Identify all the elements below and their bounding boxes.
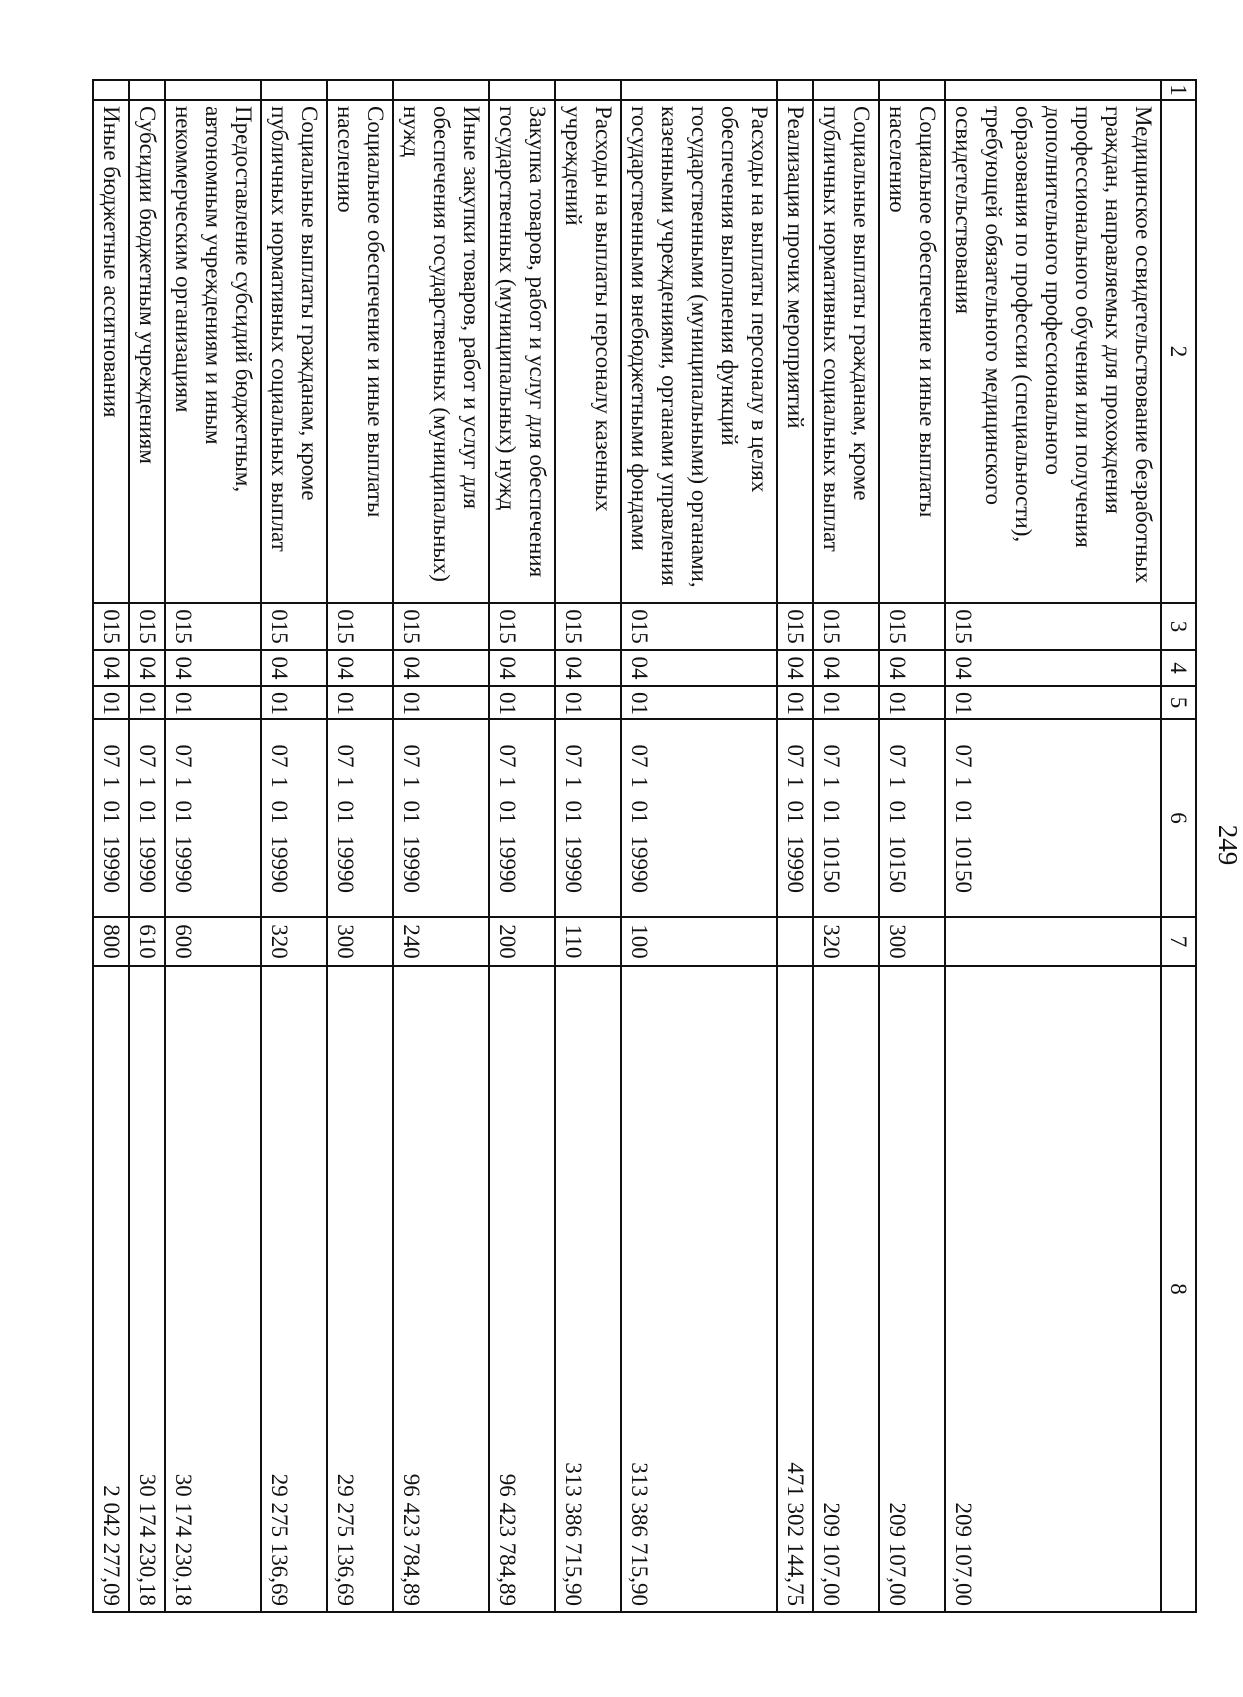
row-number-cell (261, 80, 327, 100)
target-article-cell (621, 719, 777, 917)
description-cell: Социальные выплаты гражданам, кроме публичных нормативных социальных выплат (261, 100, 327, 603)
column-header: 4 (1161, 650, 1196, 686)
target-article-cell (327, 719, 393, 917)
ministry-code-cell: 015 (261, 603, 327, 650)
row-number-cell (879, 80, 945, 100)
ministry-code-cell: 015 (327, 603, 393, 650)
direction-code: 19990 (495, 835, 520, 893)
target-article-cell (165, 719, 261, 917)
ministry-code-cell: 015 (555, 603, 621, 650)
subprogram-code: 1 (99, 776, 124, 788)
ministry-code-cell: 015 (129, 603, 165, 650)
program-code: 07 (951, 744, 976, 768)
subsection-code-cell: 01 (777, 686, 813, 719)
table-row (261, 80, 327, 1612)
subsection-code-cell: 01 (945, 686, 1161, 719)
table-body (93, 80, 1161, 1612)
row-number-cell (621, 80, 777, 100)
description-cell: Субсидии бюджетным учреждениям (129, 100, 165, 603)
direction-code: 19990 (561, 835, 586, 893)
row-number-cell (555, 80, 621, 100)
section-code-cell: 04 (621, 650, 777, 686)
program-code: 07 (885, 744, 910, 768)
ministry-code-cell: 015 (621, 603, 777, 650)
program-code: 07 (783, 744, 808, 768)
row-number-cell (393, 80, 489, 100)
row-number-cell (93, 80, 129, 100)
column-header: 5 (1161, 686, 1196, 719)
program-code: 07 (333, 744, 358, 768)
section-code-cell: 04 (489, 650, 555, 686)
subsection-code-cell: 01 (879, 686, 945, 719)
section-code-cell: 04 (879, 650, 945, 686)
description-cell: Реализация прочих мероприятий (777, 100, 813, 603)
column-header: 2 (1161, 100, 1196, 603)
section-code-cell: 04 (93, 650, 129, 686)
table-row (879, 80, 945, 1612)
table-row (489, 80, 555, 1612)
description-cell: Иные закупки товаров, работ и услуг для обеспечения государственных (муниципальных) нужд (393, 100, 489, 603)
ministry-code-cell: 015 (879, 603, 945, 650)
expense-type-cell: 600 (165, 917, 261, 966)
direction-code: 19990 (135, 835, 160, 893)
amount-cell: 209 107,00 (879, 966, 945, 1612)
program-code: 07 (135, 744, 160, 768)
subsection-code-cell: 01 (489, 686, 555, 719)
target-article-cell (129, 719, 165, 917)
ministry-code-cell: 015 (393, 603, 489, 650)
direction-code: 10150 (951, 835, 976, 893)
subprogram-code: 1 (885, 776, 910, 788)
ministry-code-cell: 015 (945, 603, 1161, 650)
main-event-code: 01 (561, 800, 586, 824)
row-number-cell (165, 80, 261, 100)
main-event-code: 01 (951, 800, 976, 824)
direction-code: 19990 (783, 835, 808, 893)
amount-cell: 2 042 277,09 (93, 966, 129, 1612)
amount-cell: 471 302 144,75 (777, 966, 813, 1612)
target-article-cell (813, 719, 879, 917)
program-code: 07 (399, 744, 424, 768)
direction-code: 19990 (99, 835, 124, 893)
ministry-code-cell: 015 (489, 603, 555, 650)
target-article-cell (261, 719, 327, 917)
main-event-code: 01 (267, 800, 292, 824)
target-article-cell (489, 719, 555, 917)
column-header: 7 (1161, 917, 1196, 966)
expense-type-cell (777, 917, 813, 966)
subprogram-code: 1 (951, 776, 976, 788)
target-article-cell (555, 719, 621, 917)
row-number-cell (327, 80, 393, 100)
section-code-cell: 04 (777, 650, 813, 686)
direction-code: 19990 (399, 835, 424, 893)
subprogram-code: 1 (333, 776, 358, 788)
main-event-code: 01 (99, 800, 124, 824)
section-code-cell: 04 (555, 650, 621, 686)
expense-type-cell: 320 (813, 917, 879, 966)
direction-code: 19990 (627, 835, 652, 893)
subprogram-code: 1 (267, 776, 292, 788)
section-code-cell: 04 (327, 650, 393, 686)
description-cell: Предоставление субсидий бюджетным, автономным учреждениям и иным некоммерческим организациям (165, 100, 261, 603)
main-event-code: 01 (783, 800, 808, 824)
expense-type-cell (945, 917, 1161, 966)
main-event-code: 01 (135, 800, 160, 824)
amount-cell: 209 107,00 (813, 966, 879, 1612)
subprogram-code: 1 (819, 776, 844, 788)
expense-type-cell: 200 (489, 917, 555, 966)
page-number: 249 (1213, 824, 1243, 866)
table-row (555, 80, 621, 1612)
main-event-code: 01 (333, 800, 358, 824)
amount-cell: 96 423 784,89 (489, 966, 555, 1612)
table-row (165, 80, 261, 1612)
section-code-cell: 04 (393, 650, 489, 686)
table-row (945, 80, 1161, 1612)
table-row (777, 80, 813, 1612)
subprogram-code: 1 (627, 776, 652, 788)
expense-type-cell: 610 (129, 917, 165, 966)
table-row (813, 80, 879, 1612)
column-header: 6 (1161, 719, 1196, 917)
table-row (393, 80, 489, 1612)
ministry-code-cell: 015 (813, 603, 879, 650)
column-header: 3 (1161, 603, 1196, 650)
column-header: 1 (1161, 80, 1196, 100)
section-code-cell: 04 (813, 650, 879, 686)
amount-cell: 29 275 136,69 (261, 966, 327, 1612)
subprogram-code: 1 (783, 776, 808, 788)
subsection-code-cell: 01 (555, 686, 621, 719)
expense-type-cell: 300 (879, 917, 945, 966)
expense-type-cell: 800 (93, 917, 129, 966)
program-code: 07 (495, 744, 520, 768)
subsection-code-cell: 01 (393, 686, 489, 719)
direction-code: 10150 (819, 835, 844, 893)
expense-type-cell: 240 (393, 917, 489, 966)
budget-table (92, 79, 1197, 1613)
program-code: 07 (99, 744, 124, 768)
direction-code: 19990 (171, 835, 196, 893)
subsection-code-cell: 01 (261, 686, 327, 719)
header-row (1161, 80, 1196, 1612)
main-event-code: 01 (495, 800, 520, 824)
section-code-cell: 04 (165, 650, 261, 686)
description-cell: Иные бюджетные ассигнования (93, 100, 129, 603)
subprogram-code: 1 (171, 776, 196, 788)
table-row (327, 80, 393, 1612)
target-article-cell (945, 719, 1161, 917)
row-number-cell (813, 80, 879, 100)
target-article-cell (393, 719, 489, 917)
rotated-page (99, 79, 1243, 1611)
program-code: 07 (819, 744, 844, 768)
expense-type-cell: 100 (621, 917, 777, 966)
program-code: 07 (561, 744, 586, 768)
expense-type-cell: 320 (261, 917, 327, 966)
target-article-cell (777, 719, 813, 917)
program-code: 07 (627, 744, 652, 768)
row-number-cell (777, 80, 813, 100)
main-event-code: 01 (627, 800, 652, 824)
subprogram-code: 1 (135, 776, 160, 788)
description-cell: Расходы на выплаты персоналу казенных учреждений (555, 100, 621, 603)
amount-cell: 96 423 784,89 (393, 966, 489, 1612)
main-event-code: 01 (399, 800, 424, 824)
direction-code: 19990 (333, 835, 358, 893)
description-cell: Закупка товаров, работ и услуг для обеспечения государственных (муниципальных) нужд (489, 100, 555, 603)
program-code: 07 (171, 744, 196, 768)
description-cell: Социальное обеспечение и иные выплаты населению (327, 100, 393, 603)
amount-cell: 29 275 136,69 (327, 966, 393, 1612)
amount-cell: 209 107,00 (945, 966, 1161, 1612)
direction-code: 19990 (267, 835, 292, 893)
direction-code: 10150 (885, 835, 910, 893)
subprogram-code: 1 (561, 776, 586, 788)
subsection-code-cell: 01 (165, 686, 261, 719)
ministry-code-cell: 015 (93, 603, 129, 650)
amount-cell: 30 174 230,18 (129, 966, 165, 1612)
row-number-cell (129, 80, 165, 100)
target-article-cell (93, 719, 129, 917)
ministry-code-cell: 015 (777, 603, 813, 650)
subsection-code-cell: 01 (93, 686, 129, 719)
section-code-cell: 04 (945, 650, 1161, 686)
description-cell: Медицинское освидетельствование безработных граждан, направляемых для прохождения профессионального обучения или получения дополнительного профессионального образования по профессии (специальности), требующей обязательного медицинского освидетельствования (945, 100, 1161, 603)
program-code: 07 (267, 744, 292, 768)
description-cell: Социальное обеспечение и иные выплаты населению (879, 100, 945, 603)
description-cell: Социальные выплаты гражданам, кроме публичных нормативных социальных выплат (813, 100, 879, 603)
column-header: 8 (1161, 966, 1196, 1612)
main-event-code: 01 (885, 800, 910, 824)
row-number-cell (945, 80, 1161, 100)
description-cell: Расходы на выплаты персоналу в целях обеспечения выполнения функций государственными (муниципальными) органами, казенными учреждениями, органами управления государственными внебюджетными фондами (621, 100, 777, 603)
subsection-code-cell: 01 (621, 686, 777, 719)
ministry-code-cell: 015 (165, 603, 261, 650)
section-code-cell: 04 (261, 650, 327, 686)
amount-cell: 313 386 715,90 (621, 966, 777, 1612)
expense-type-cell: 300 (327, 917, 393, 966)
amount-cell: 30 174 230,18 (165, 966, 261, 1612)
subprogram-code: 1 (399, 776, 424, 788)
row-number-cell (489, 80, 555, 100)
subsection-code-cell: 01 (327, 686, 393, 719)
table-row (621, 80, 777, 1612)
amount-cell: 313 386 715,90 (555, 966, 621, 1612)
main-event-code: 01 (819, 800, 844, 824)
section-code-cell: 04 (129, 650, 165, 686)
expense-type-cell: 110 (555, 917, 621, 966)
table-row (93, 80, 129, 1612)
target-article-cell (879, 719, 945, 917)
main-event-code: 01 (171, 800, 196, 824)
subsection-code-cell: 01 (129, 686, 165, 719)
subprogram-code: 1 (495, 776, 520, 788)
subsection-code-cell: 01 (813, 686, 879, 719)
table-row (129, 80, 165, 1612)
